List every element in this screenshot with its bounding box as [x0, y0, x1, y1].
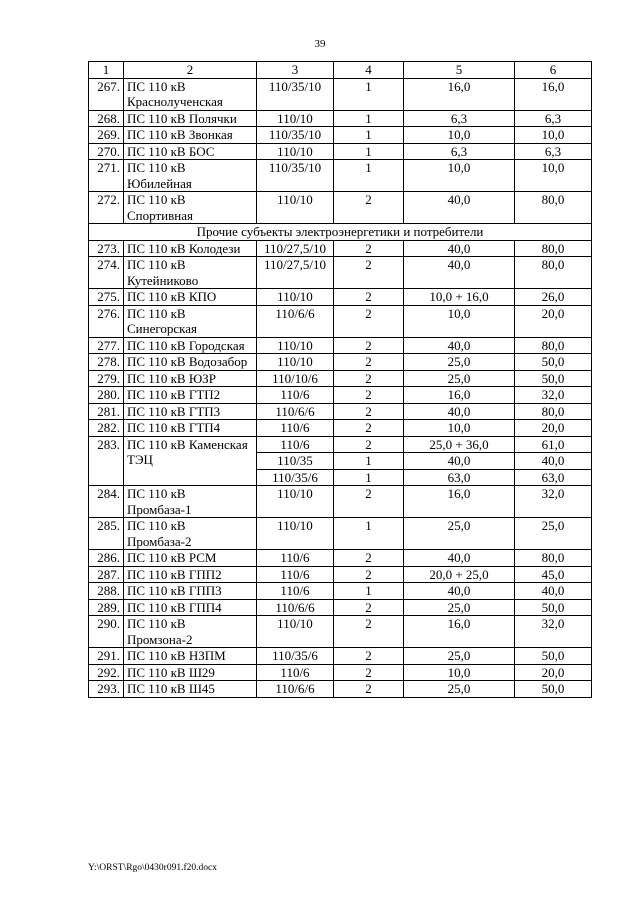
- table-row: [89, 143, 592, 160]
- table-row: [89, 681, 592, 698]
- substation-name: ПС 110 кВ Городская: [124, 337, 257, 354]
- total-capacity: 20,0: [515, 305, 592, 337]
- substation-name: ПС 110 кВ Звонкая: [124, 127, 257, 144]
- table-row: [89, 420, 592, 437]
- row-number: 289.: [89, 599, 124, 616]
- transformer-count: 2: [334, 403, 404, 420]
- substation-name: ПС 110 кВ ГПП4: [124, 599, 257, 616]
- voltage-class: 110/10: [257, 337, 334, 354]
- substation-name: ПС 110 кВ ГТП2: [124, 387, 257, 404]
- section-title: Прочие субъекты электроэнергетики и потребители: [89, 224, 592, 241]
- table-row: [89, 518, 592, 550]
- substation-name: ПС 110 кВ Колодези: [124, 240, 257, 257]
- substation-name: ПС 110 кВ НЗПМ: [124, 648, 257, 665]
- transformer-count: 2: [334, 486, 404, 518]
- table-row: [89, 486, 592, 518]
- substation-name: ПС 110 кВ ЮЗР: [124, 370, 257, 387]
- total-capacity: 10,0: [515, 160, 592, 192]
- row-number: 278.: [89, 354, 124, 371]
- total-capacity: 50,0: [515, 648, 592, 665]
- header-row: [89, 62, 592, 79]
- transformer-count: 1: [334, 143, 404, 160]
- transformer-count: 1: [334, 127, 404, 144]
- transformer-count: 2: [334, 289, 404, 306]
- total-capacity: 50,0: [515, 599, 592, 616]
- voltage-class: 110/35/10: [257, 78, 334, 110]
- substation-name: ПС 110 кВ Синегорская: [124, 305, 257, 337]
- transformer-capacity: 40,0: [404, 192, 515, 224]
- transformer-capacity: 16,0: [404, 486, 515, 518]
- row-number: 283.: [89, 436, 124, 486]
- total-capacity: 50,0: [515, 681, 592, 698]
- transformer-capacity: 40,0: [404, 337, 515, 354]
- row-number: 286.: [89, 550, 124, 567]
- row-number: 273.: [89, 240, 124, 257]
- table-row: [89, 583, 592, 600]
- row-number: 282.: [89, 420, 124, 437]
- voltage-class: 110/35/6: [257, 469, 334, 486]
- voltage-class: 110/10: [257, 518, 334, 550]
- substation-name: ПС 110 кВ БОС: [124, 143, 257, 160]
- substation-name: ПС 110 кВ ГПП3: [124, 583, 257, 600]
- header-cell: 6: [515, 62, 592, 79]
- transformer-count: 2: [334, 566, 404, 583]
- transformer-capacity: 10,0: [404, 160, 515, 192]
- row-number: 279.: [89, 370, 124, 387]
- header-cell: 2: [124, 62, 257, 79]
- footer-file-path: Y:\ORST\Rgo\0430r091.f20.docx: [88, 863, 217, 873]
- table-row: [89, 648, 592, 665]
- substation-name: ПС 110 кВ Полячки: [124, 110, 257, 127]
- substation-name: ПС 110 кВ Краснолученская: [124, 78, 257, 110]
- table-row: [89, 192, 592, 224]
- row-number: 274.: [89, 257, 124, 289]
- total-capacity: 50,0: [515, 354, 592, 371]
- total-capacity: 80,0: [515, 257, 592, 289]
- transformer-count: 2: [334, 420, 404, 437]
- voltage-class: 110/10: [257, 354, 334, 371]
- row-number: 285.: [89, 518, 124, 550]
- transformer-capacity: 10,0: [404, 420, 515, 437]
- voltage-class: 110/6: [257, 566, 334, 583]
- row-number: 293.: [89, 681, 124, 698]
- row-number: 268.: [89, 110, 124, 127]
- voltage-class: 110/10: [257, 486, 334, 518]
- row-number: 269.: [89, 127, 124, 144]
- total-capacity: 6,3: [515, 110, 592, 127]
- transformer-count: 1: [334, 160, 404, 192]
- row-number: 284.: [89, 486, 124, 518]
- row-number: 287.: [89, 566, 124, 583]
- substation-name: ПС 110 кВ Промбаза-1: [124, 486, 257, 518]
- transformer-capacity: 10,0: [404, 664, 515, 681]
- voltage-class: 110/6: [257, 387, 334, 404]
- transformer-capacity: 25,0: [404, 370, 515, 387]
- transformer-count: 2: [334, 192, 404, 224]
- voltage-class: 110/10: [257, 616, 334, 648]
- total-capacity: 61,0: [515, 436, 592, 453]
- table-row: [89, 354, 592, 371]
- transformer-count: 2: [334, 664, 404, 681]
- transformer-count: 2: [334, 599, 404, 616]
- voltage-class: 110/6: [257, 550, 334, 567]
- transformer-capacity: 40,0: [404, 583, 515, 600]
- voltage-class: 110/6: [257, 420, 334, 437]
- substation-name: ПС 110 кВ Водозабор: [124, 354, 257, 371]
- transformer-capacity: 16,0: [404, 616, 515, 648]
- row-number: 290.: [89, 616, 124, 648]
- substation-name: ПС 110 кВ Промзона-2: [124, 616, 257, 648]
- transformer-capacity: 10,0 + 16,0: [404, 289, 515, 306]
- total-capacity: 26,0: [515, 289, 592, 306]
- voltage-class: 110/10/6: [257, 370, 334, 387]
- row-number: 288.: [89, 583, 124, 600]
- header-cell: 3: [257, 62, 334, 79]
- row-number: 270.: [89, 143, 124, 160]
- transformer-capacity: 10,0: [404, 127, 515, 144]
- transformer-count: 2: [334, 257, 404, 289]
- substation-name: ПС 110 кВ Кутейниково: [124, 257, 257, 289]
- row-number: 277.: [89, 337, 124, 354]
- table-row: [89, 78, 592, 110]
- transformer-count: 1: [334, 110, 404, 127]
- table-row: [89, 257, 592, 289]
- voltage-class: 110/35/10: [257, 160, 334, 192]
- transformer-capacity: 40,0: [404, 240, 515, 257]
- total-capacity: 16,0: [515, 78, 592, 110]
- transformer-count: 2: [334, 337, 404, 354]
- transformer-count: 2: [334, 616, 404, 648]
- row-number: 281.: [89, 403, 124, 420]
- transformer-count: 1: [334, 78, 404, 110]
- table-row: [89, 370, 592, 387]
- substation-name: ПС 110 кВ КПО: [124, 289, 257, 306]
- total-capacity: 32,0: [515, 616, 592, 648]
- header-cell: 1: [89, 62, 124, 79]
- table-row: [89, 110, 592, 127]
- transformer-count: 2: [334, 648, 404, 665]
- row-number: 276.: [89, 305, 124, 337]
- transformer-capacity: 16,0: [404, 78, 515, 110]
- transformer-capacity: 40,0: [404, 403, 515, 420]
- total-capacity: 80,0: [515, 192, 592, 224]
- voltage-class: 110/6/6: [257, 681, 334, 698]
- total-capacity: 80,0: [515, 337, 592, 354]
- total-capacity: 80,0: [515, 240, 592, 257]
- total-capacity: 80,0: [515, 403, 592, 420]
- transformer-capacity: 25,0: [404, 681, 515, 698]
- row-number: 291.: [89, 648, 124, 665]
- total-capacity: 20,0: [515, 420, 592, 437]
- voltage-class: 110/27,5/10: [257, 240, 334, 257]
- page-number: 39: [314, 38, 326, 50]
- transformer-capacity: 40,0: [404, 550, 515, 567]
- transformer-count: 1: [334, 518, 404, 550]
- table-row: [89, 550, 592, 567]
- table-row: [89, 240, 592, 257]
- transformer-count: 1: [334, 583, 404, 600]
- total-capacity: 40,0: [515, 583, 592, 600]
- table-row: [89, 616, 592, 648]
- table-row: [89, 337, 592, 354]
- header-cell: 4: [334, 62, 404, 79]
- voltage-class: 110/35/10: [257, 127, 334, 144]
- transformer-count: 2: [334, 550, 404, 567]
- substation-name: ПС 110 кВ Каменская ТЭЦ: [124, 436, 257, 486]
- substation-name: ПС 110 кВ Ш45: [124, 681, 257, 698]
- transformer-capacity: 6,3: [404, 143, 515, 160]
- header-cell: 5: [404, 62, 515, 79]
- transformer-count: 2: [334, 681, 404, 698]
- transformer-capacity: 20,0 + 25,0: [404, 566, 515, 583]
- voltage-class: 110/6: [257, 436, 334, 453]
- substation-name: ПС 110 кВ Спортивная: [124, 192, 257, 224]
- table-row: [89, 305, 592, 337]
- table-row: [89, 566, 592, 583]
- substation-name: ПС 110 кВ РСМ: [124, 550, 257, 567]
- total-capacity: 80,0: [515, 550, 592, 567]
- transformer-capacity: 40,0: [404, 257, 515, 289]
- row-number: 280.: [89, 387, 124, 404]
- voltage-class: 110/10: [257, 143, 334, 160]
- table-row: [89, 127, 592, 144]
- transformer-capacity: 25,0: [404, 599, 515, 616]
- voltage-class: 110/10: [257, 289, 334, 306]
- row-number: 271.: [89, 160, 124, 192]
- section-row: [89, 224, 592, 241]
- table-row: [89, 289, 592, 306]
- transformer-capacity: 10,0: [404, 305, 515, 337]
- row-number: 267.: [89, 78, 124, 110]
- total-capacity: 6,3: [515, 143, 592, 160]
- substations-table: [88, 61, 592, 698]
- row-number: 275.: [89, 289, 124, 306]
- substation-name: ПС 110 кВ Юбилейная: [124, 160, 257, 192]
- voltage-class: 110/6/6: [257, 305, 334, 337]
- table-row: [89, 664, 592, 681]
- substation-name: ПС 110 кВ Ш29: [124, 664, 257, 681]
- voltage-class: 110/6: [257, 583, 334, 600]
- total-capacity: 50,0: [515, 370, 592, 387]
- table-row: [89, 160, 592, 192]
- voltage-class: 110/6/6: [257, 599, 334, 616]
- transformer-capacity: 25,0: [404, 518, 515, 550]
- substation-name: ПС 110 кВ ГТП4: [124, 420, 257, 437]
- transformer-capacity: 25,0: [404, 648, 515, 665]
- voltage-class: 110/10: [257, 192, 334, 224]
- transformer-count: 2: [334, 354, 404, 371]
- voltage-class: 110/27,5/10: [257, 257, 334, 289]
- total-capacity: 10,0: [515, 127, 592, 144]
- transformer-count: 2: [334, 370, 404, 387]
- transformer-capacity: 6,3: [404, 110, 515, 127]
- total-capacity: 63,0: [515, 469, 592, 486]
- substation-name: ПС 110 кВ ГПП2: [124, 566, 257, 583]
- total-capacity: 25,0: [515, 518, 592, 550]
- total-capacity: 20,0: [515, 664, 592, 681]
- transformer-capacity: 63,0: [404, 469, 515, 486]
- substation-name: ПС 110 кВ Промбаза-2: [124, 518, 257, 550]
- transformer-capacity: 40,0: [404, 453, 515, 470]
- total-capacity: 32,0: [515, 387, 592, 404]
- table-row: [89, 403, 592, 420]
- transformer-count: 1: [334, 453, 404, 470]
- table-row: [89, 599, 592, 616]
- row-number: 292.: [89, 664, 124, 681]
- table-row: [89, 436, 592, 453]
- row-number: 272.: [89, 192, 124, 224]
- total-capacity: 32,0: [515, 486, 592, 518]
- transformer-capacity: 25,0 + 36,0: [404, 436, 515, 453]
- voltage-class: 110/10: [257, 110, 334, 127]
- transformer-count: 2: [334, 305, 404, 337]
- table-row: [89, 387, 592, 404]
- voltage-class: 110/35/6: [257, 648, 334, 665]
- total-capacity: 45,0: [515, 566, 592, 583]
- voltage-class: 110/6: [257, 664, 334, 681]
- substation-name: ПС 110 кВ ГТП3: [124, 403, 257, 420]
- voltage-class: 110/6/6: [257, 403, 334, 420]
- transformer-capacity: 25,0: [404, 354, 515, 371]
- transformer-count: 2: [334, 436, 404, 453]
- transformer-capacity: 16,0: [404, 387, 515, 404]
- transformer-count: 2: [334, 240, 404, 257]
- total-capacity: 40,0: [515, 453, 592, 470]
- transformer-count: 1: [334, 469, 404, 486]
- voltage-class: 110/35: [257, 453, 334, 470]
- transformer-count: 2: [334, 387, 404, 404]
